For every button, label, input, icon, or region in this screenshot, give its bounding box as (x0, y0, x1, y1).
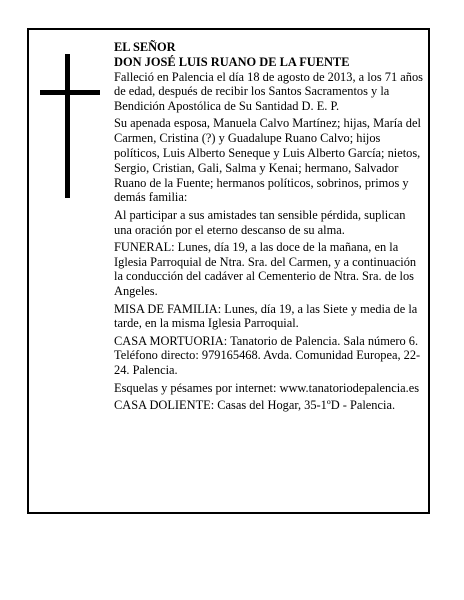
death-announcement: Falleció en Palencia el día 18 de agosto de 2013, a los 71 años de edad, después de recibir los Santos Sacramentos y la Bendición Apostólica de Su Santidad D. E. P. (114, 69, 423, 114)
cross-vertical-bar (65, 54, 70, 198)
notice-title: EL SEÑOR (114, 40, 176, 54)
online-condolences: Esquelas y pésames por internet: www.tanatoriodepalencia.es (114, 380, 420, 395)
funeral-details: FUNERAL: Lunes, día 19, a las doce de la mañana, en la Iglesia Parroquial de Ntra. Sra. del Carmen, y a continuación la conducción del cadáver al Cementerio de Ntra. Sra. de los Angeles. (114, 239, 417, 299)
cross-horizontal-bar (40, 90, 100, 95)
cross-icon (40, 54, 100, 198)
funeral-home-details: CASA MORTUORIA: Tanatorio de Palencia. Sala número 6. Teléfono directo: 979165468. Avda. Comunidad Europea, 22-24. Palencia. (114, 333, 421, 378)
deceased-name: DON JOSÉ LUIS RUANO DE LA FUENTE (114, 54, 350, 69)
obituary-text (114, 40, 426, 413)
family-list: Su apenada esposa, Manuela Calvo Martínez; hijas, María del Carmen, Cristina (?) y Guadalupe Ruano Calvo; hijos políticos, Luis Alberto Seneque y Luis Alberto García; nietos, Sergio, Cristian, Gali, Salma y Kenai; hermano, Salvador Ruano de la Fuente; hermanos políticos, sobrinos, primos y demás familia: (114, 116, 421, 205)
prayer-request: Al participar a sus amistades tan sensible pérdida, suplican una oración por el eterno descanso de su alma. (114, 207, 406, 237)
family-mass-details: MISA DE FAMILIA: Lunes, día 19, a las Siete y media de la tarde, en la misma Iglesia Parroquial. (114, 301, 418, 331)
family-home-address: CASA DOLIENTE: Casas del Hogar, 35-1ºD - Palencia. (114, 397, 396, 412)
